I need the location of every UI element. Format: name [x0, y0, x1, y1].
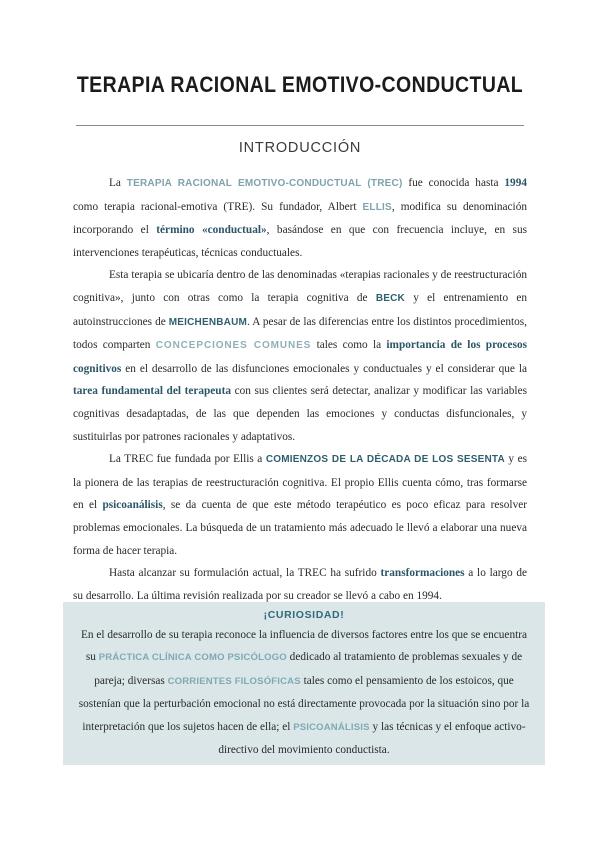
keyword-psicoanalisis-callout: PSICOANÁLISIS: [293, 721, 370, 733]
paragraph-4: Hasta alcanzar su formulación actual, la TREC ha sufrido transformaciones a lo largo de su desarrollo. La última revisión realizada por su creador se llevó a cabo en 1994.: [73, 567, 527, 602]
keyword-transformaciones: transformaciones: [380, 567, 465, 580]
keyword-meichenbaum: MEICHENBAUM: [168, 316, 248, 328]
callout-title: ¡CURIOSIDAD!: [263, 609, 345, 621]
keyword-beck: BECK: [375, 292, 405, 304]
paragraph-3: La TREC fue fundada por Ellis a COMIENZOS DE LA DÉCADA DE LOS SESENTA y es la pionera de las terapias de reestructuración cognitiva. El propio Ellis cuenta cómo, tras formarse en el psicoanálisis, se da cuenta de que este método terapéutico es poco eficaz para resolver problemas emocionales. La búsqueda de un tratamiento más adecuado le llevó a elaborar una nueva forma de hacer terapia.: [73, 453, 527, 557]
section-heading: INTRODUCCIÓN: [238, 140, 362, 156]
keyword-termino: término «conductual»: [156, 224, 267, 237]
keyword-concepciones: CONCEPCIONES COMUNES: [155, 340, 312, 352]
keyword-tarea: tarea fundamental del terapeuta: [73, 385, 231, 398]
body-text: [73, 172, 527, 607]
curiosity-callout: [63, 602, 545, 765]
keyword-corrientes: CORRIENTES FILOSÓFICAS: [167, 675, 301, 687]
paragraph-2: Esta terapia se ubicaría dentro de las denominadas «terapias racionales y de reestructuración cognitiva», junto con otras como la terapia cognitiva de BECK y el entrenamiento en autoinstrucciones de MEICHENBAUM. A pesar de las diferencias entre los distintos procedimientos, todos comparten CONCEPCIONES COMUNES tales como la importancia de los procesos cognitivos en el desarrollo de las disfunciones emocionales y conductuales y el considerar que la tarea fundamental del terapeuta con sus clientes será detectar, analizar y modificar las variables cognitivas desadaptadas, de las que dependen las emociones y conductas disfuncionales, y sustituirlas por patrones racionales y adaptativos.: [73, 269, 528, 443]
keyword-trec: TERAPIA RACIONAL EMOTIVO-CONDUCTUAL (TREC): [126, 178, 403, 189]
keyword-year: 1994: [504, 177, 527, 189]
title-divider: [76, 125, 524, 126]
keyword-importancia: importancia de los procesos cognitivos: [73, 339, 528, 375]
paragraph-1: La TERAPIA RACIONAL EMOTIVO-CONDUCTUAL (TREC) fue conocida hasta 1994 como terapia racional-emotiva (TRE). Su fundador, Albert ELLIS, modifica su denominación incorporando el término «conductual», basándose en que con frecuencia incluye, en sus intervenciones terapéuticas, técnicas conductuales.: [73, 177, 527, 259]
keyword-ellis: ELLIS: [362, 201, 392, 213]
keyword-practica: PRÁCTICA CLÍNICA COMO PSICÓLOGO: [98, 652, 287, 664]
document-title: TERAPIA RACIONAL EMOTIVO-CONDUCTUAL: [76, 72, 524, 98]
callout-text: En el desarrollo de su terapia reconoce la influencia de diversos factores entre los que se encuentra su PRÁCTICA CLÍNICA COMO PSICÓLOGO dedicado al tratamiento de problemas sexuales y de pareja; diversas CORRIENTES FILOSÓFICAS tales como el pensamiento de los estoicos, que sostenían que la perturbación emocional no está directamente provocada por la situación sino por la interpretación que los sujetos hacen de ella; el PSICOANÁLISIS y las técnicas y el enfoque activo-directivo del movimiento conductista.: [78, 629, 530, 757]
keyword-comienzos: COMIENZOS DE LA DÉCADA DE LOS SESENTA: [265, 454, 505, 466]
keyword-psicoanalisis: psicoanálisis: [102, 499, 163, 512]
